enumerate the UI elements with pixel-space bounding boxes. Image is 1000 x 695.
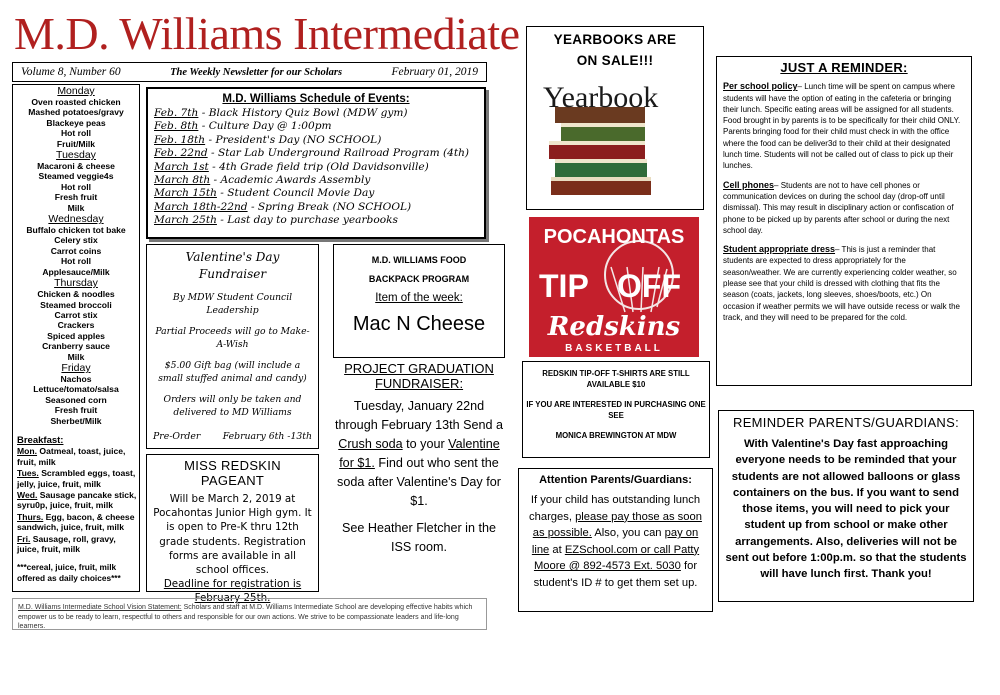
- tshirt-line3: MONICA BREWINGTON AT MDW: [555, 431, 677, 440]
- newsletter-title: M.D. Williams Intermediate: [14, 8, 520, 59]
- schedule-event: March 15th - Student Council Movie Day: [154, 187, 375, 200]
- attention-title: Attention Parents/Guardians:: [539, 474, 692, 486]
- schedule-event: Feb. 8th - Culture Day @ 1:00pm: [154, 120, 332, 133]
- schedule-event: Feb. 7th - Black History Quiz Bowl (MDW gym): [154, 107, 408, 119]
- menu-item: Steamed veggie4s: [38, 171, 114, 182]
- attention-body: If your child has outstanding lunch charges, please pay those as soon as possible. Also, you can pay on line at EZSchool.com or call Patty Moore @ 892-4573 Ext. 5030 for student's ID # to get them set up.: [529, 494, 702, 589]
- yearbook-word: Yearbook: [543, 81, 659, 114]
- redskins-label: Redskins: [547, 312, 681, 342]
- breakfast-item: Tues. Scrambled eggs, toast, jelly, juice, fruit, milk: [17, 468, 136, 489]
- menu-column: [12, 84, 140, 592]
- issue-info-bar: [12, 62, 487, 82]
- reminder-dress: Student appropriate dress– This is just a reminder that students are expected to dress appropriately for the season/weather. We are currently experiencing colder weather, so please see that your child is dressed with clothing that fits the season (coats, jackets, long sleeves, shoes/boots, etc.) On occasion if weather permits we will have outside recess or walk the track, and they will need to be prepared for the cold.: [723, 244, 960, 322]
- menu-footnote: ***cereal, juice, fruit, milk offered as daily choices***: [17, 562, 121, 583]
- schedule-event: March 8th - Academic Awards Assembly: [154, 174, 371, 187]
- breakfast-title: Breakfast:: [17, 434, 64, 446]
- yearbook-box: [526, 26, 704, 210]
- menu-item: Hot roll: [60, 128, 92, 139]
- schedule-of-events: [146, 87, 486, 239]
- valentine-proceeds: Partial Proceeds will go to Make-A-Wish: [155, 326, 310, 350]
- graduation-contact: See Heather Fletcher in the ISS room.: [341, 521, 496, 554]
- valentine-title: Valentine's Day Fundraiser: [185, 250, 280, 281]
- menu-item: Lettuce/tomato/salsa: [33, 384, 119, 395]
- vision-label: M.D. Williams Intermediate School Vision Statement:: [18, 604, 182, 611]
- parents-reminder-box: [718, 410, 974, 602]
- menu-item: Fresh fruit: [54, 192, 98, 203]
- yearbook-image: [541, 79, 691, 203]
- menu-item: Carrot stix: [54, 309, 98, 320]
- tagline: The Weekly Newsletter for our Scholars: [170, 66, 343, 78]
- attention-parents-box: [518, 468, 713, 612]
- menu-item: Oven roasted chicken: [31, 97, 121, 107]
- schedule-event: Feb. 22nd - Star Lab Underground Railroad Program (4th): [154, 147, 470, 160]
- menu-item: Milk: [67, 351, 85, 362]
- menu-day-thursday: Thursday: [54, 277, 98, 290]
- breakfast-item: Fri. Sausage, roll, gravy, juice, fruit, milk: [17, 533, 116, 555]
- valentine-fundraiser-box: [146, 244, 319, 449]
- item-of-week-label: Item of the week:: [375, 292, 463, 304]
- menu-item: Seasoned corn: [45, 394, 107, 405]
- basketball-label: BASKETBALL: [565, 343, 663, 354]
- menu-item: Sherbet/Milk: [50, 415, 102, 426]
- menu-item: Steamed broccoli: [40, 299, 112, 310]
- menu-item: Hot roll: [60, 181, 92, 192]
- item-of-week: Mac N Cheese: [352, 313, 486, 335]
- reminder-cellphones: Cell phones– Students are not to have cell phones or communication devices on during the school day (drop-off until dismissal). This may result in disciplinary action or confiscation of phone to be picked up by parents after school or during the next school day.: [723, 179, 954, 235]
- menu-item: Hot roll: [60, 256, 92, 267]
- schedule-event: March 18th-22nd - Spring Break (NO SCHOOL): [154, 200, 412, 213]
- menu-day-wednesday: Wednesday: [48, 213, 104, 226]
- food-backpack-box: [333, 244, 505, 358]
- menu-item: Chicken & noodles: [37, 289, 115, 300]
- menu-item: Carrot coins: [50, 245, 102, 256]
- menu-item: Macaroni & cheese: [37, 161, 115, 172]
- tshirt-line1: REDSKIN TIP-OFF T-SHIRTS ARE STILL AVAILABLE $10: [542, 369, 690, 389]
- schedule-event: Feb. 18th - President's Day (NO SCHOOL): [154, 133, 382, 146]
- graduation-body: Tuesday, January 22nd through February 13th Send a Crush soda to your Valentine for $1. Find out who sent the soda after Valentine's Day for $1.: [334, 399, 504, 508]
- project-graduation: [333, 359, 505, 592]
- tshirt-box: [522, 361, 710, 458]
- menu-item: Fresh fruit: [54, 405, 98, 416]
- parents-title: REMINDER PARENTS/GUARDIANS:: [733, 415, 959, 430]
- reminder-title: JUST A REMINDER:: [780, 60, 908, 75]
- menu-item: Spiced apples: [47, 330, 105, 341]
- pageant-deadline: Deadline for registration is February 25th.: [163, 578, 302, 605]
- reminder-box: [716, 56, 972, 386]
- menu-item: Crackers: [57, 320, 95, 331]
- menu-day-tuesday: Tuesday: [56, 149, 96, 162]
- menu-item: Cranberry sauce: [42, 341, 110, 352]
- menu-item: Blackeye peas: [46, 117, 106, 128]
- pageant-box: [146, 454, 319, 605]
- food-line2: BACKPACK PROGRAM: [368, 274, 470, 284]
- valentine-by: By MDW Student Council Leadership: [172, 292, 293, 316]
- graduation-title: PROJECT GRADUATION FUNDRAISER:: [344, 361, 494, 391]
- menu-item: Fruit/Milk: [56, 138, 96, 149]
- menu-item: Buffalo chicken tot bake: [26, 225, 126, 236]
- menu-day-monday: Monday: [57, 85, 95, 97]
- valentine-orders: Orders will only be taken and delivered to MD Williams: [163, 394, 302, 418]
- pocahontas-label: POCAHONTAS: [543, 226, 685, 248]
- tshirt-line2: IF YOU ARE INTERESTED IN PURCHASING ONE SEE: [526, 400, 706, 420]
- preorder-label: Pre-Order: [153, 431, 201, 442]
- menu-item: Applesauce/Milk: [42, 266, 110, 277]
- volume-number: Volume 8, Number 60: [21, 66, 121, 78]
- schedule-event: March 1st - 4th Grade field trip (Old Davidsonville): [154, 160, 429, 173]
- menu-item: Milk: [67, 202, 85, 213]
- menu-item: Mashed potatoes/gravy: [28, 107, 124, 118]
- valentine-price: $5.00 Gift bag (will include a small stuffed animal and candy): [158, 360, 307, 384]
- issue-date: February 01, 2019: [391, 66, 478, 78]
- food-line1: M.D. WILLIAMS FOOD: [371, 255, 467, 265]
- parents-text: With Valentine's Day fast approaching everyone needs to be reminded that your students are not allowed balloons or glass containers on the bus. If you want to send those items, you will need to pick your student up from school or make other arrangements. Also, deliveries will not be sent out before 1:00p.m. so that the students will have lunch first. Thank you!: [725, 438, 967, 581]
- vision-statement: M.D. Williams Intermediate School Vision Statement: Scholars and staff at M.D. Williams Intermediate School are developing effective habits which empower us to be ready to learn, respectful to others and responsible for our own actions. We strive to be compassionate leaders and life-long learners.: [12, 598, 487, 630]
- breakfast-item: Thurs. Egg, bacon, & cheese sandwich, juice, fruit, milk: [17, 511, 135, 533]
- menu-item: Nachos: [60, 373, 92, 384]
- preorder-dates: February 6th -13th: [222, 431, 312, 442]
- breakfast-item: Mon. Oatmeal, toast, juice, fruit, milk: [17, 446, 126, 467]
- menu-item: Celery stix: [54, 235, 98, 246]
- schedule-title: M.D. Williams Schedule of Events:: [222, 93, 410, 105]
- reminder-policy: Per school policy– Lunch time will be spent on campus where students will have the option of eating in the cafeteria or bringing their lunch. Specific eating areas will be assigned for all students. Food brought in by parents is to be specifically for their child ONLY. Parents bringing food for their child must check in with the office where the food can be deliver3d to their child at their designated lunch time. Students will not be called out of class to pick up their lunches.: [723, 81, 961, 171]
- crush-soda: Crush soda: [338, 437, 403, 451]
- schedule-event: March 25th - Last day to purchase yearbooks: [154, 214, 398, 227]
- pageant-title: MISS REDSKIN PAGEANT: [184, 458, 281, 488]
- yearbook-heading: YEARBOOKS ARE ON SALE!!!: [553, 32, 677, 68]
- tip-label: TIP: [539, 268, 589, 304]
- menu-day-friday: Friday: [61, 361, 91, 374]
- pageant-body: Will be March 2, 2019 at Pocahontas Junior High gym. It is open to Pre-K thru 12th grade students. Registration forms are available in all school offices.: [153, 493, 312, 577]
- valentine-price: Valentine for $1.: [339, 437, 500, 470]
- breakfast-item: Wed. Sausage pancake stick, syru0p, juice, fruit, milk: [17, 490, 137, 511]
- tip-off-image: [529, 217, 699, 357]
- off-label: OFF: [617, 268, 681, 304]
